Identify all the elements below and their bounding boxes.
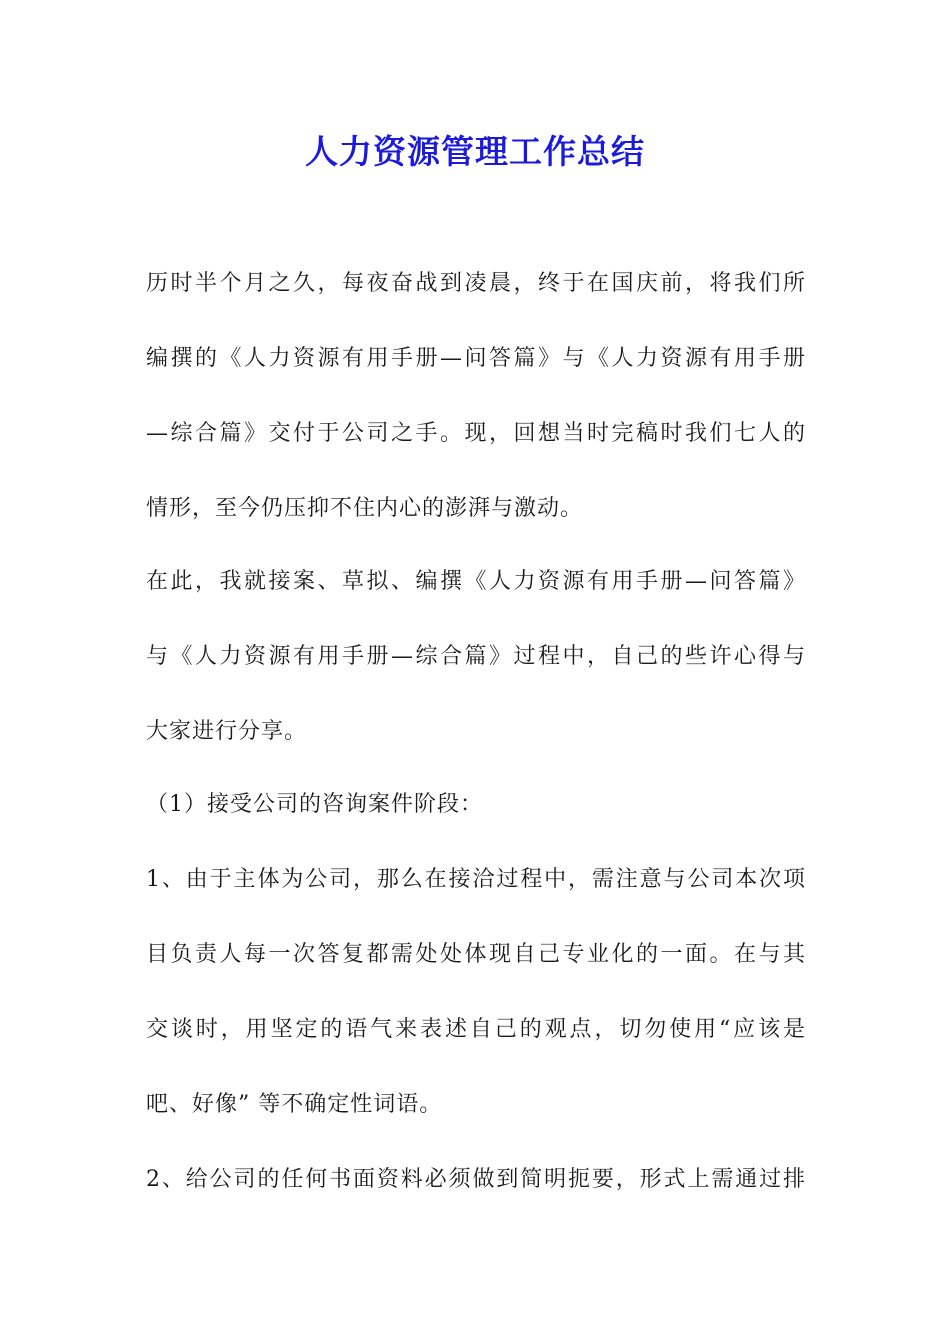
paragraph-line: 情形，至今仍压抑不住内心的澎湃与激动。	[146, 496, 584, 521]
section-heading: （1）接受公司的咨询案件阶段：	[146, 792, 483, 817]
paragraph-line: 目负责人每一次答复都需处处体现自己专业化的一面。在与其	[146, 942, 806, 967]
paragraph-line: 与《人力资源有用手册—综合篇》过程中，自己的些许心得与	[146, 644, 806, 669]
paragraph-line: 在此，我就接案、草拟、编撰《人力资源有用手册—问答篇》	[146, 569, 806, 594]
paragraph-line: 1、由于主体为公司，那么在接洽过程中，需注意与公司本次项	[146, 867, 806, 892]
document-title: 人力资源管理工作总结	[305, 132, 645, 171]
paragraph-line: —综合篇》交付于公司之手。现，回想当时完稿时我们七人的	[146, 421, 806, 446]
paragraph-line: 交谈时，用坚定的语气来表述自己的观点，切勿使用“应该是	[146, 1017, 806, 1042]
paragraph-line: 大家进行分享。	[146, 719, 308, 744]
paragraph-line: 历时半个月之久，每夜奋战到凌晨，终于在国庆前，将我们所	[146, 271, 806, 296]
paragraph-line: 吧、好像” 等不确定性词语。	[146, 1092, 443, 1117]
paragraph-line: 2、给公司的任何书面资料必须做到简明扼要，形式上需通过排	[146, 1167, 806, 1192]
paragraph-line: 编撰的《人力资源有用手册—问答篇》与《人力资源有用手册	[146, 346, 806, 371]
